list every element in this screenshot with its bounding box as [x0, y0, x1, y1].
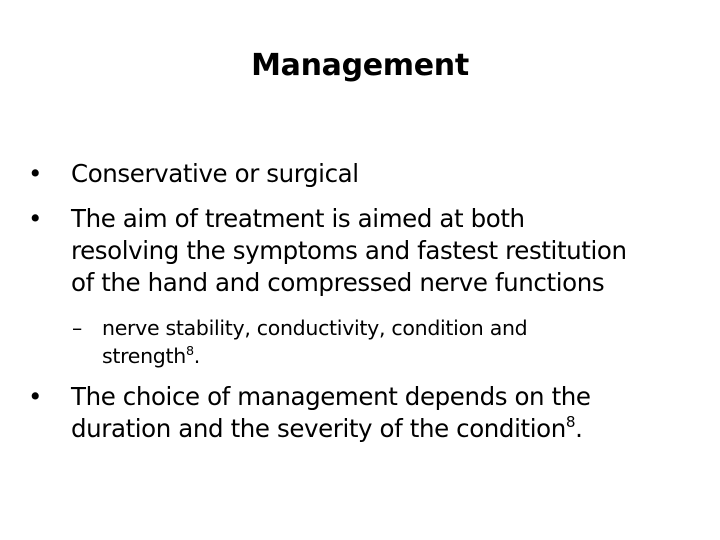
- sub-bullet-trailing: .: [193, 344, 200, 368]
- bullet-text: resolving the symptoms and fastest restitution: [71, 236, 627, 265]
- bullet-text: duration and the severity of the condition: [71, 414, 566, 443]
- bullet-marker: •: [28, 382, 43, 411]
- sub-bullet-text: strength: [102, 344, 186, 368]
- bullet-item: [28, 158, 359, 190]
- reference-superscript: 8: [185, 342, 194, 358]
- bullet-text: Conservative or surgical: [71, 159, 359, 188]
- reference-superscript: 8: [565, 413, 576, 432]
- bullet-item: [28, 203, 627, 299]
- slide-title: Management: [251, 48, 469, 83]
- bullet-text: of the hand and compressed nerve functions: [71, 268, 605, 297]
- bullet-marker: •: [28, 159, 43, 188]
- sub-bullet-marker: –: [72, 316, 82, 340]
- bullet-item: [28, 381, 591, 445]
- bullet-text-line: [71, 413, 591, 445]
- bullet-marker: •: [28, 204, 43, 233]
- bullet-trailing: .: [575, 414, 583, 443]
- sub-bullet-text-line: [102, 342, 527, 370]
- bullet-text: The aim of treatment is aimed at both: [71, 204, 525, 233]
- sub-bullet-text: nerve stability, conductivity, condition and: [102, 316, 528, 340]
- sub-bullet-item: [72, 314, 528, 370]
- bullet-text: The choice of management depends on the: [71, 382, 591, 411]
